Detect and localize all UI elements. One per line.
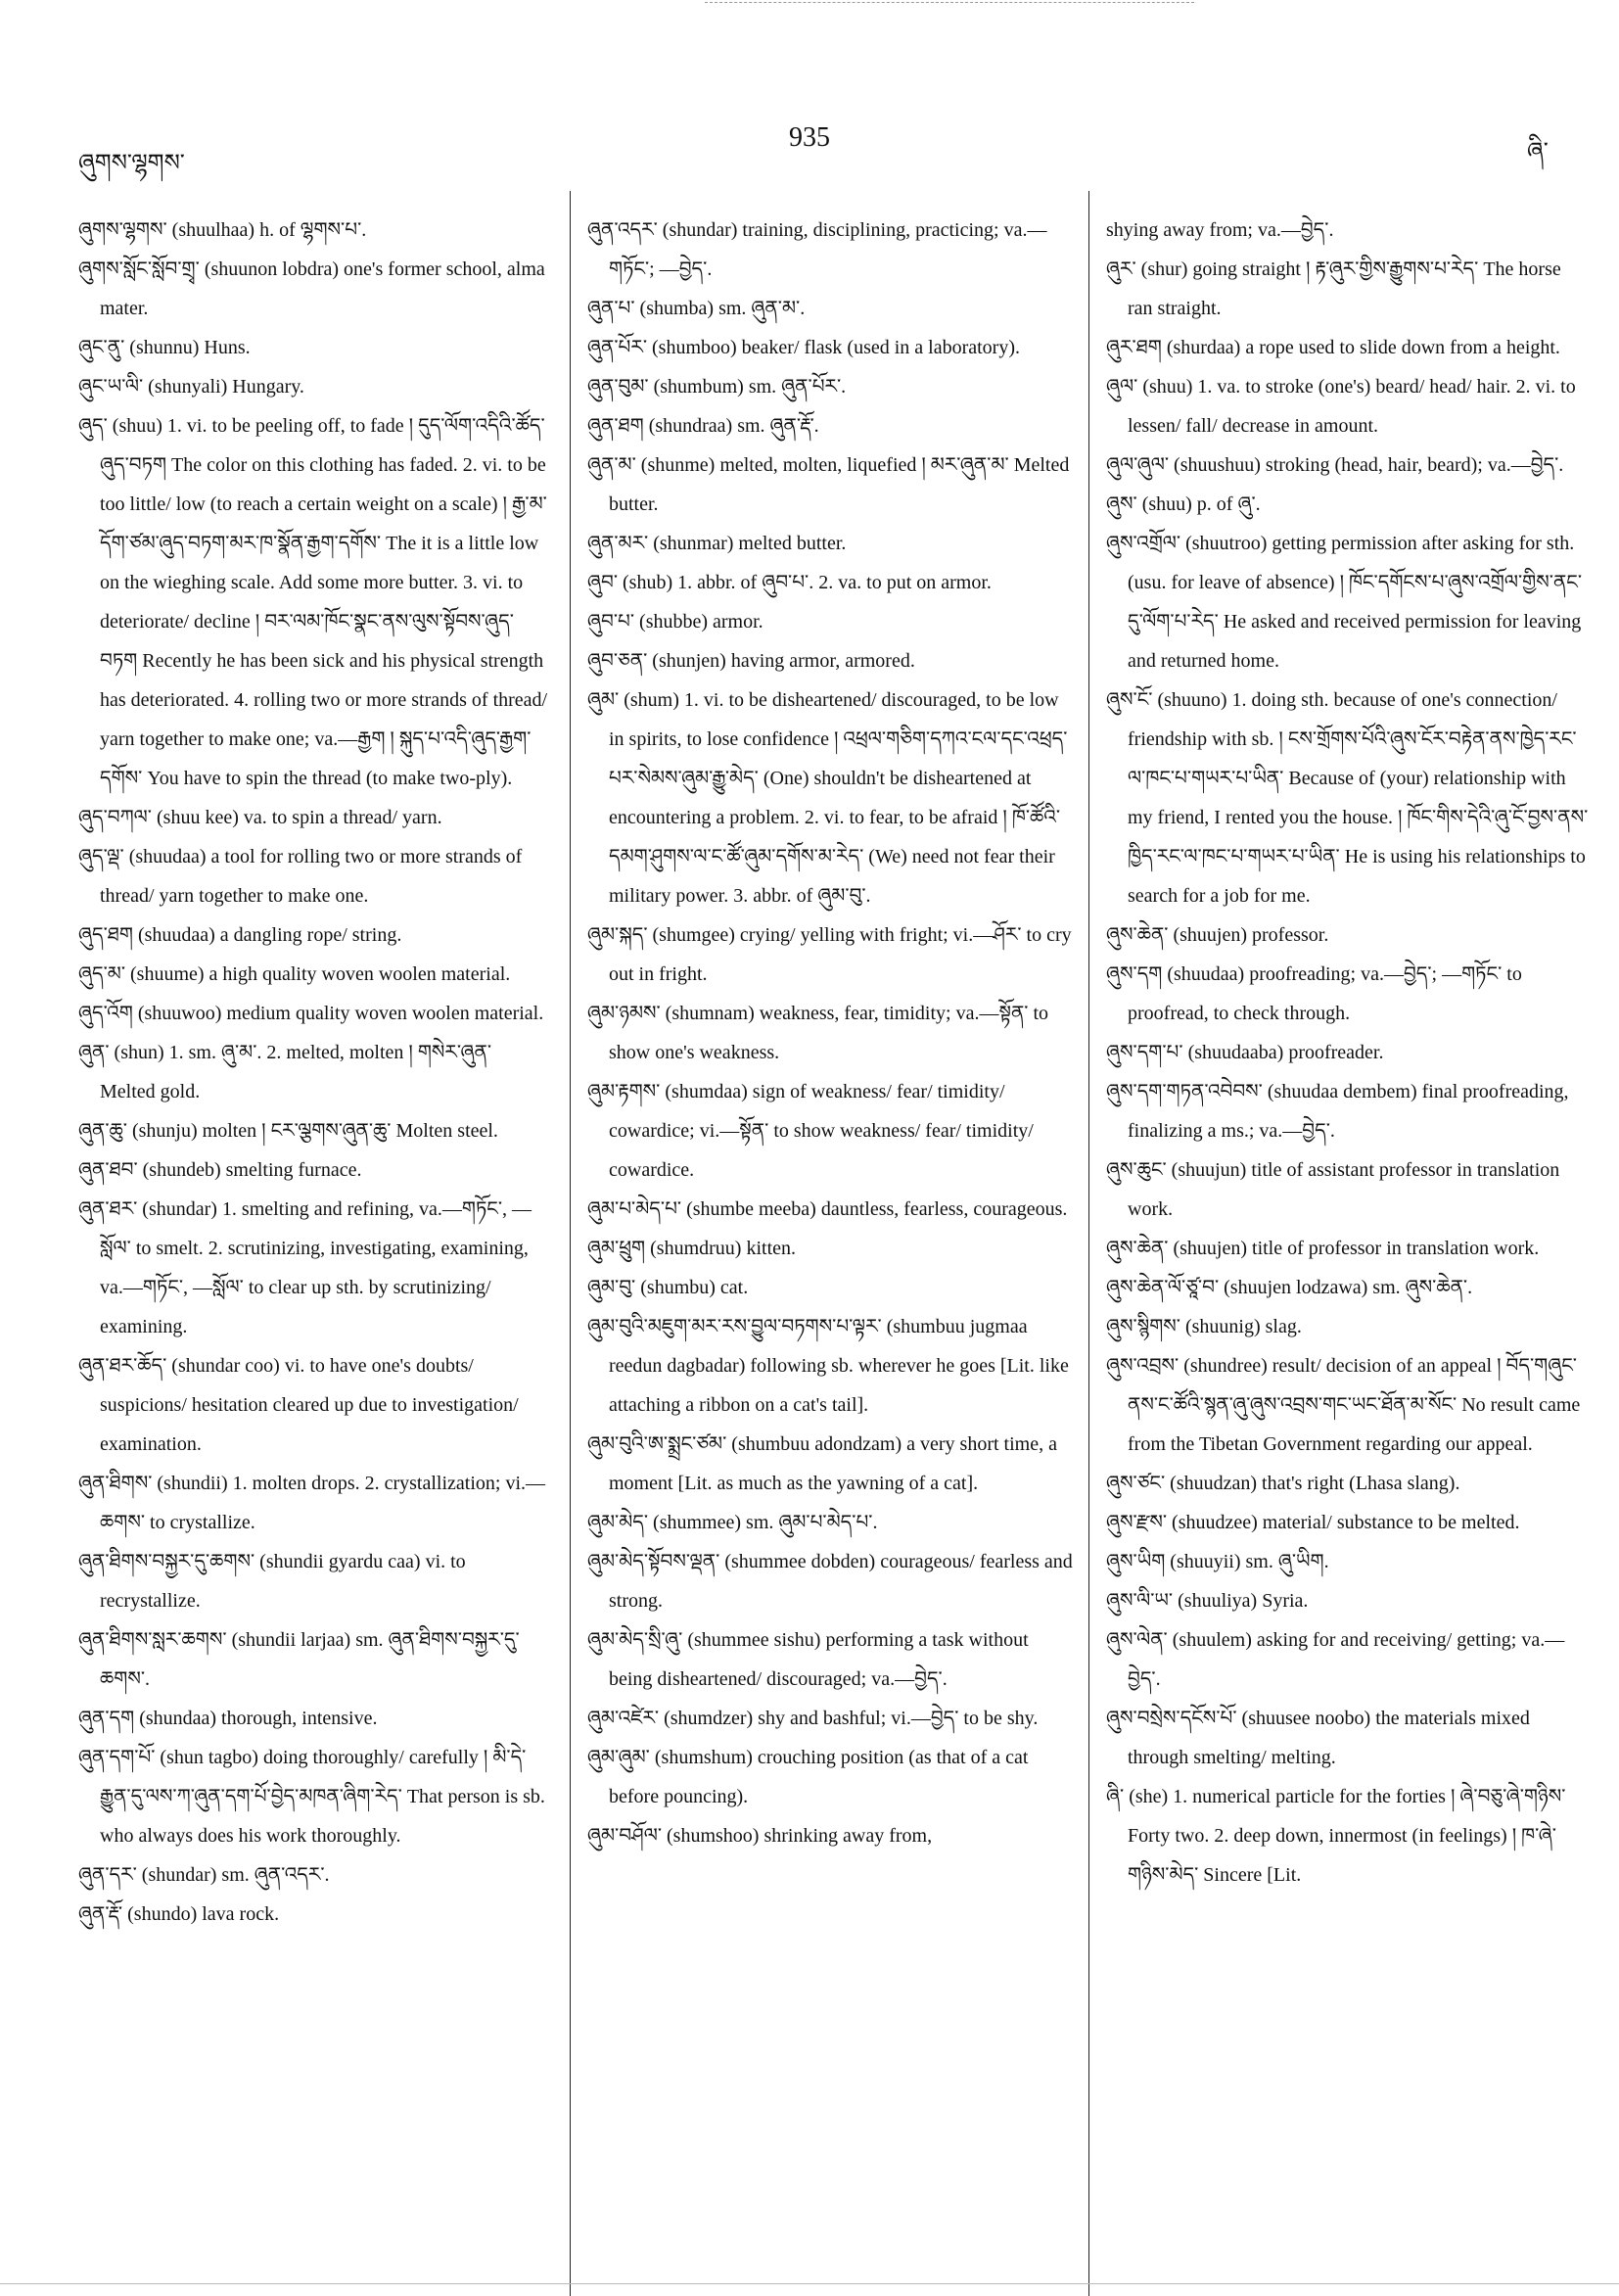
- dictionary-entry: ཞུན་རྡོ་ (shundo) lava rock.: [78, 1903, 280, 1925]
- dictionary-entry: ཞུན་ (shun) 1. sm. ཞུ་མ་. 2. melted, molten ། གསེར་ཞུན་ Melted gold.: [78, 1042, 492, 1102]
- dictionary-entry: ཞུས་ངོ་ (shuuno) 1. doing sth. because of one's connection/ friendship with sb. ། ངས་གྲོགས་པོའི་ཞུས་ངོར་བརྟེན་ནས་ཁྱེད་རང་ལ་ཁང་པ་གཡར་པ་ཡིན་ Because of (your) relationship with my friend, I rented you the house. ། ཁོང་གིས་དེའི་ཞུ་ངོ་བྱས་ནས་ཁྱིད་རང་ལ་ཁང་པ་གཡར་པ་ཡིན་ He is using his relationships to search for a job for me.: [1106, 689, 1589, 907]
- dictionary-entry: ཞུན་པོར་ (shumboo) beaker/ flask (used in a laboratory).: [587, 337, 1021, 358]
- dictionary-entry: ཞུད་མ་ (shuume) a high quality woven woolen material.: [78, 963, 511, 985]
- dictionary-entry: ཞུམ་བུའི་ཨ་སྨྲང་ཙམ་ (shumbuu adondzam) a very short time, a moment [Lit. as much as the yawning of a cat].: [587, 1433, 1057, 1494]
- dictionary-entry: ཞུམ་སྐད་ (shumgee) crying/ yelling with fright; vi.—ཤོར་ to cry out in fright.: [587, 924, 1072, 985]
- dictionary-entry: ཞུས་རྫས་ (shuudzee) material/ substance to be melted.: [1106, 1512, 1520, 1533]
- dictionary-entry: ཞུན་བུམ་ (shumbum) sm. ཞུན་པོར་.: [587, 376, 847, 398]
- dictionary-entry: ཞུན་ཐག (shundraa) sm. ཞུན་རྡོ་.: [587, 415, 819, 437]
- dictionary-entry: ཞུས་ལེན་ (shuulem) asking for and receiving/ getting; va.—བྱེད་.: [1106, 1629, 1565, 1690]
- dictionary-entry: ཞུབ་ (shub) 1. abbr. of ཞུབ་པ་. 2. va. to put on armor.: [587, 572, 992, 593]
- dictionary-entry: ཞུན་མར་ (shunmar) melted butter.: [587, 533, 847, 554]
- dictionary-entry: ཞུད་འོག (shuuwoo) medium quality woven woolen material.: [78, 1003, 544, 1024]
- dictionary-entry: ཞུམ་མེད་ (shummee) sm. ཞུམ་པ་མེད་པ་.: [587, 1512, 878, 1533]
- dictionary-entry: ཞུན་ཐར་ཆོད་ (shundar coo) vi. to have one's doubts/ suspicions/ hesitation cleared up due to investigation/ examination.: [78, 1355, 519, 1455]
- dictionary-entry: ཞུམ་པ་མེད་པ་ (shumbe meeba) dauntless, fearless, courageous.: [587, 1198, 1068, 1220]
- dictionary-entry: ཞུམ་མེད་སྟོབས་ལྡན་ (shummee dobden) courageous/ fearless and strong.: [587, 1551, 1073, 1612]
- scan-top-mark: [705, 2, 1194, 3]
- dictionary-entry: ཞུན་ཐིགས་ (shundii) 1. molten drops. 2. crystallization; vi.—ཆགས་ to crystallize.: [78, 1473, 546, 1533]
- dictionary-entry: ཞུམ་རྟགས་ (shumdaa) sign of weakness/ fear/ timidity/ cowardice; vi.—སྟོན་ to show weakness/ fear/ timidity/ cowardice.: [587, 1081, 1034, 1181]
- dictionary-entry: ཞུན་པ་ (shumba) sm. ཞུན་མ་.: [587, 298, 806, 319]
- dictionary-entry: ཞུན་ཆུ་ (shunju) molten ། ངར་ལྕགས་ཞུན་ཆུ་ Molten steel.: [78, 1120, 498, 1142]
- dictionary-entry: ཞུན་ཐིགས་སླར་ཆགས་ (shundii larjaa) sm. ཞུན་ཐིགས་བསྐྱར་དུ་ཆགས་.: [78, 1629, 520, 1690]
- dictionary-entry: ཞུལ་ (shuu) 1. va. to stroke (one's) beard/ head/ hair. 2. vi. to lessen/ fall/ decrease in amount.: [1106, 376, 1576, 437]
- dictionary-entry: ཞུས་བསྲེས་དངོས་པོ་ (shuusee noobo) the materials mixed through smelting/ melting.: [1106, 1708, 1530, 1768]
- dictionary-entry: ཞུན་དག་པོ་ (shun tagbo) doing thoroughly/ carefully ། མི་དེ་རྒྱུན་དུ་ལས་ཀ་ཞུན་དག་པོ་བྱེད་མཁན་ཞིག་རེད་ That person is sb. who always does his work thoroughly.: [78, 1747, 545, 1847]
- dictionary-entry: ཞུད་བཀལ་ (shuu kee) va. to spin a thread/ yarn.: [78, 807, 442, 828]
- dictionary-entry: ཞི་ (she) 1. numerical particle for the forties ། ཞེ་བཅུ་ཞེ་གཉིས་ Forty two. 2. deep down, innermost (in feelings) ། ཁ་ཞེ་གཉིས་མེད་ Sincere [Lit.: [1106, 1786, 1566, 1886]
- dictionary-entry: ཞུས་ཙང་ (shuudzan) that's right (Lhasa slang).: [1106, 1473, 1460, 1494]
- dictionary-entry: ཞུབ་ཅན་ (shunjen) having armor, armored.: [587, 650, 915, 672]
- dictionary-column-3: [1106, 211, 1591, 1895]
- dictionary-entry: ཞུན་ཐིགས་བསྐྱར་དུ་ཆགས་ (shundii gyardu caa) vi. to recrystallize.: [78, 1551, 466, 1612]
- dictionary-entry: ཞུས་ཆུང་ (shuujun) title of assistant professor in translation work.: [1106, 1159, 1560, 1220]
- dictionary-entry: ཞུན་མ་ (shunme) melted, molten, liquefied ། མར་ཞུན་མ་ Melted butter.: [587, 454, 1070, 515]
- dictionary-entry: ཞུས་ཡིག (shuuyii) sm. ཞུ་ཡིག.: [1106, 1551, 1329, 1572]
- dictionary-entry: ཞུལ་ཞུལ་ (shuushuu) stroking (head, hair, beard); va.—བྱེད་.: [1106, 454, 1564, 476]
- dictionary-entry: ཞུན་ཐར་ (shundar) 1. smelting and refining, va.—གཏོང་, —སློལ་ to smelt. 2. scrutinizing, investigating, examining, va.—གཏོང་, —སློལ་ to clear up sth. by scrutinizing/ examining.: [78, 1198, 532, 1337]
- dictionary-entry: ཞུམ་བཤོལ་ (shumshoo) shrinking away from,: [587, 1825, 933, 1847]
- dictionary-entry: ཞུས་ཆེན་ལོ་ཙཱ་བ་ (shuujen lodzawa) sm. ཞུས་ཆེན་.: [1106, 1277, 1473, 1298]
- dictionary-entry: ཞུང་ནུ་ (shunnu) Huns.: [78, 337, 251, 358]
- dictionary-entry: ཞུས་འགྲོལ་ (shuutroo) getting permission after asking for sth. (usu. for leave of absence) ། ཁོང་དགོངས་པ་ཞུས་འགྲོལ་གྱིས་ནང་དུ་ལོག་པ་རེད་ He asked and received permission for leaving and returned home.: [1106, 533, 1583, 672]
- dictionary-entry: ཞུབ་པ་ (shubbe) armor.: [587, 611, 763, 633]
- dictionary-entry: ཞུས་ཆེན་ (shuujen) title of professor in translation work.: [1106, 1238, 1540, 1259]
- dictionary-entry: ཞུས་དག་གཏན་འབེབས་ (shuudaa dembem) final proofreading, finalizing a ms.; va.—བྱེད་.: [1106, 1081, 1569, 1142]
- dictionary-entry: ཞུད་ལྡ་ (shuudaa) a tool for rolling two or more strands of thread/ yarn together to make one.: [78, 846, 523, 907]
- dictionary-entry: ཞུམ་བུ་ (shumbu) cat.: [587, 1277, 749, 1298]
- dictionary-entry: ཞུས་ལི་ཡ་ (shuuliya) Syria.: [1106, 1590, 1309, 1612]
- dictionary-entry: ཞུམ་མེད་སྲི་ཞུ་ (shummee sishu) performing a task without being disheartened/ discouraged; va.—བྱེད་.: [587, 1629, 1029, 1690]
- dictionary-entry: ཞུགས་སློང་སློབ་གྲྭ་ (shuunon lobdra) one's former school, alma mater.: [78, 258, 545, 319]
- dictionary-entry: ཞུད་ (shuu) 1. vi. to be peeling off, to fade ། དུད་ལོག་འདིའི་ཚོད་ཞུད་བཏག The color on this clothing has faded. 2. vi. to be too little/ low (to reach a certain weight on a scale) ། རྒྱ་མ་དོག་ཙམ་ཞུད་བཏག་མར་ཁ་སྣོན་རྒྱག་དགོས་ The it is a little low on the wieghing scale. Add some more butter. 3. vi. to deteriorate/ decline ། བར་ལམ་ཁོང་སྣང་ནས་ལུས་སྟོབས་ཞུད་བཏག Recently he has been sick and his physical strength has deteriorated. 4. rolling two or more strands of thread/ yarn together to make one; va.—རྒྱག ། སྐུད་པ་འདི་ཞུད་རྒྱག་དགོས་ You have to spin the thread (to make two-ply).: [78, 415, 548, 789]
- dictionary-entry: ཞུམ་ (shum) 1. vi. to be disheartened/ discouraged, to be low in spirits, to lose confidence ། འཕྲལ་གཅིག་དཀའ་ངལ་དང་འཕྲད་པར་སེམས་ཞུམ་རྒྱུ་མེད་ (One) shouldn't be disheartened at encountering a problem. 2. vi. to fear, to be afraid ། ཁོ་ཚོའི་དམག་ཤུགས་ལ་ང་ཚོ་ཞུམ་དགོས་མ་རེད་ (We) need not fear their military power. 3. abbr. of ཞུམ་བུ་.: [587, 689, 1068, 907]
- dictionary-entry: ཞུན་ཐབ་ (shundeb) smelting furnace.: [78, 1159, 362, 1181]
- dictionary-entry: ཞུན་དར་ (shundar) sm. ཞུན་འདར་.: [78, 1864, 330, 1886]
- running-head-right: ཞི་: [1527, 139, 1549, 164]
- dictionary-entry: ཞུམ་འཛེར་ (shumdzer) shy and bashful; vi.—བྱེད་ to be shy.: [587, 1708, 1039, 1729]
- dictionary-entry: ཞུས་འབྲས་ (shundree) result/ decision of an appeal ། བོད་གཞུང་ནས་ང་ཚོའི་སྙན་ཞུ་ཞུས་འབྲས་གང་ཡང་ཐོན་མ་སོང་ No result came from the Tibetan Government regarding our appeal.: [1106, 1355, 1581, 1455]
- dictionary-entry: ཞུམ་བུའི་མཇུག་མར་རས་བྱུལ་བཏགས་པ་ལྟར་ (shumbuu jugmaa reedun dagbadar) following sb. wherever he goes [Lit. like attaching a ribbon on a cat's tail].: [587, 1316, 1069, 1416]
- page-number: 935: [789, 122, 830, 153]
- dictionary-column-2: [587, 211, 1077, 1855]
- dictionary-entry: ཞུམ་ཕྲུག (shumdruu) kitten.: [587, 1238, 797, 1259]
- running-head-left: ཞུགས་ལྷགས་: [78, 151, 185, 176]
- dictionary-entry: ཞུགས་ལྷགས་ (shuulhaa) h. of ལྷགས་པ་.: [78, 219, 367, 241]
- dictionary-entry: ཞུང་ཡ་ལི་ (shunyali) Hungary.: [78, 376, 304, 398]
- column-rule: [1088, 191, 1089, 2296]
- dictionary-entry: ཞུད་ཐག (shuudaa) a dangling rope/ string.: [78, 924, 402, 946]
- dictionary-entry: ཞུས་ཆེན་ (shuujen) professor.: [1106, 924, 1329, 946]
- dictionary-entry: ཞུས་ (shuu) p. of ཞུ་.: [1106, 493, 1261, 515]
- dictionary-entry: ཞུན་འདར་ (shundar) training, disciplining, practicing; va.—གཏོང་; —བྱེད་.: [587, 219, 1047, 280]
- dictionary-entry: ཞུས་དག (shuudaa) proofreading; va.—བྱེད་; —གཏོང་ to proofread, to check through.: [1106, 963, 1522, 1024]
- dictionary-entry: shying away from; va.—བྱེད་.: [1106, 219, 1334, 241]
- dictionary-entry: ཞུས་དག་པ་ (shuudaaba) proofreader.: [1106, 1042, 1384, 1063]
- dictionary-entry: ཞུས་སྙིགས་ (shuunig) slag.: [1106, 1316, 1302, 1337]
- column-rule: [570, 191, 571, 2296]
- dictionary-column-1: [78, 211, 548, 1934]
- dictionary-entry: ཞུན་དག (shundaa) thorough, intensive.: [78, 1708, 378, 1729]
- scan-bottom-edge: [0, 2283, 1619, 2284]
- dictionary-entry: ཞུམ་ཞུམ་ (shumshum) crouching position (as that of a cat before pouncing).: [587, 1747, 1029, 1807]
- dictionary-entry: ཞུར་ཐག (shurdaa) a rope used to slide down from a height.: [1106, 337, 1560, 358]
- dictionary-entry: ཞུར་ (shur) going straight ། རྟ་ཞུར་གྱིས་རྒྱུགས་པ་རེད་ The horse ran straight.: [1106, 258, 1561, 319]
- dictionary-entry: ཞུམ་ཉམས་ (shumnam) weakness, fear, timidity; va.—སྟོན་ to show one's weakness.: [587, 1003, 1049, 1063]
